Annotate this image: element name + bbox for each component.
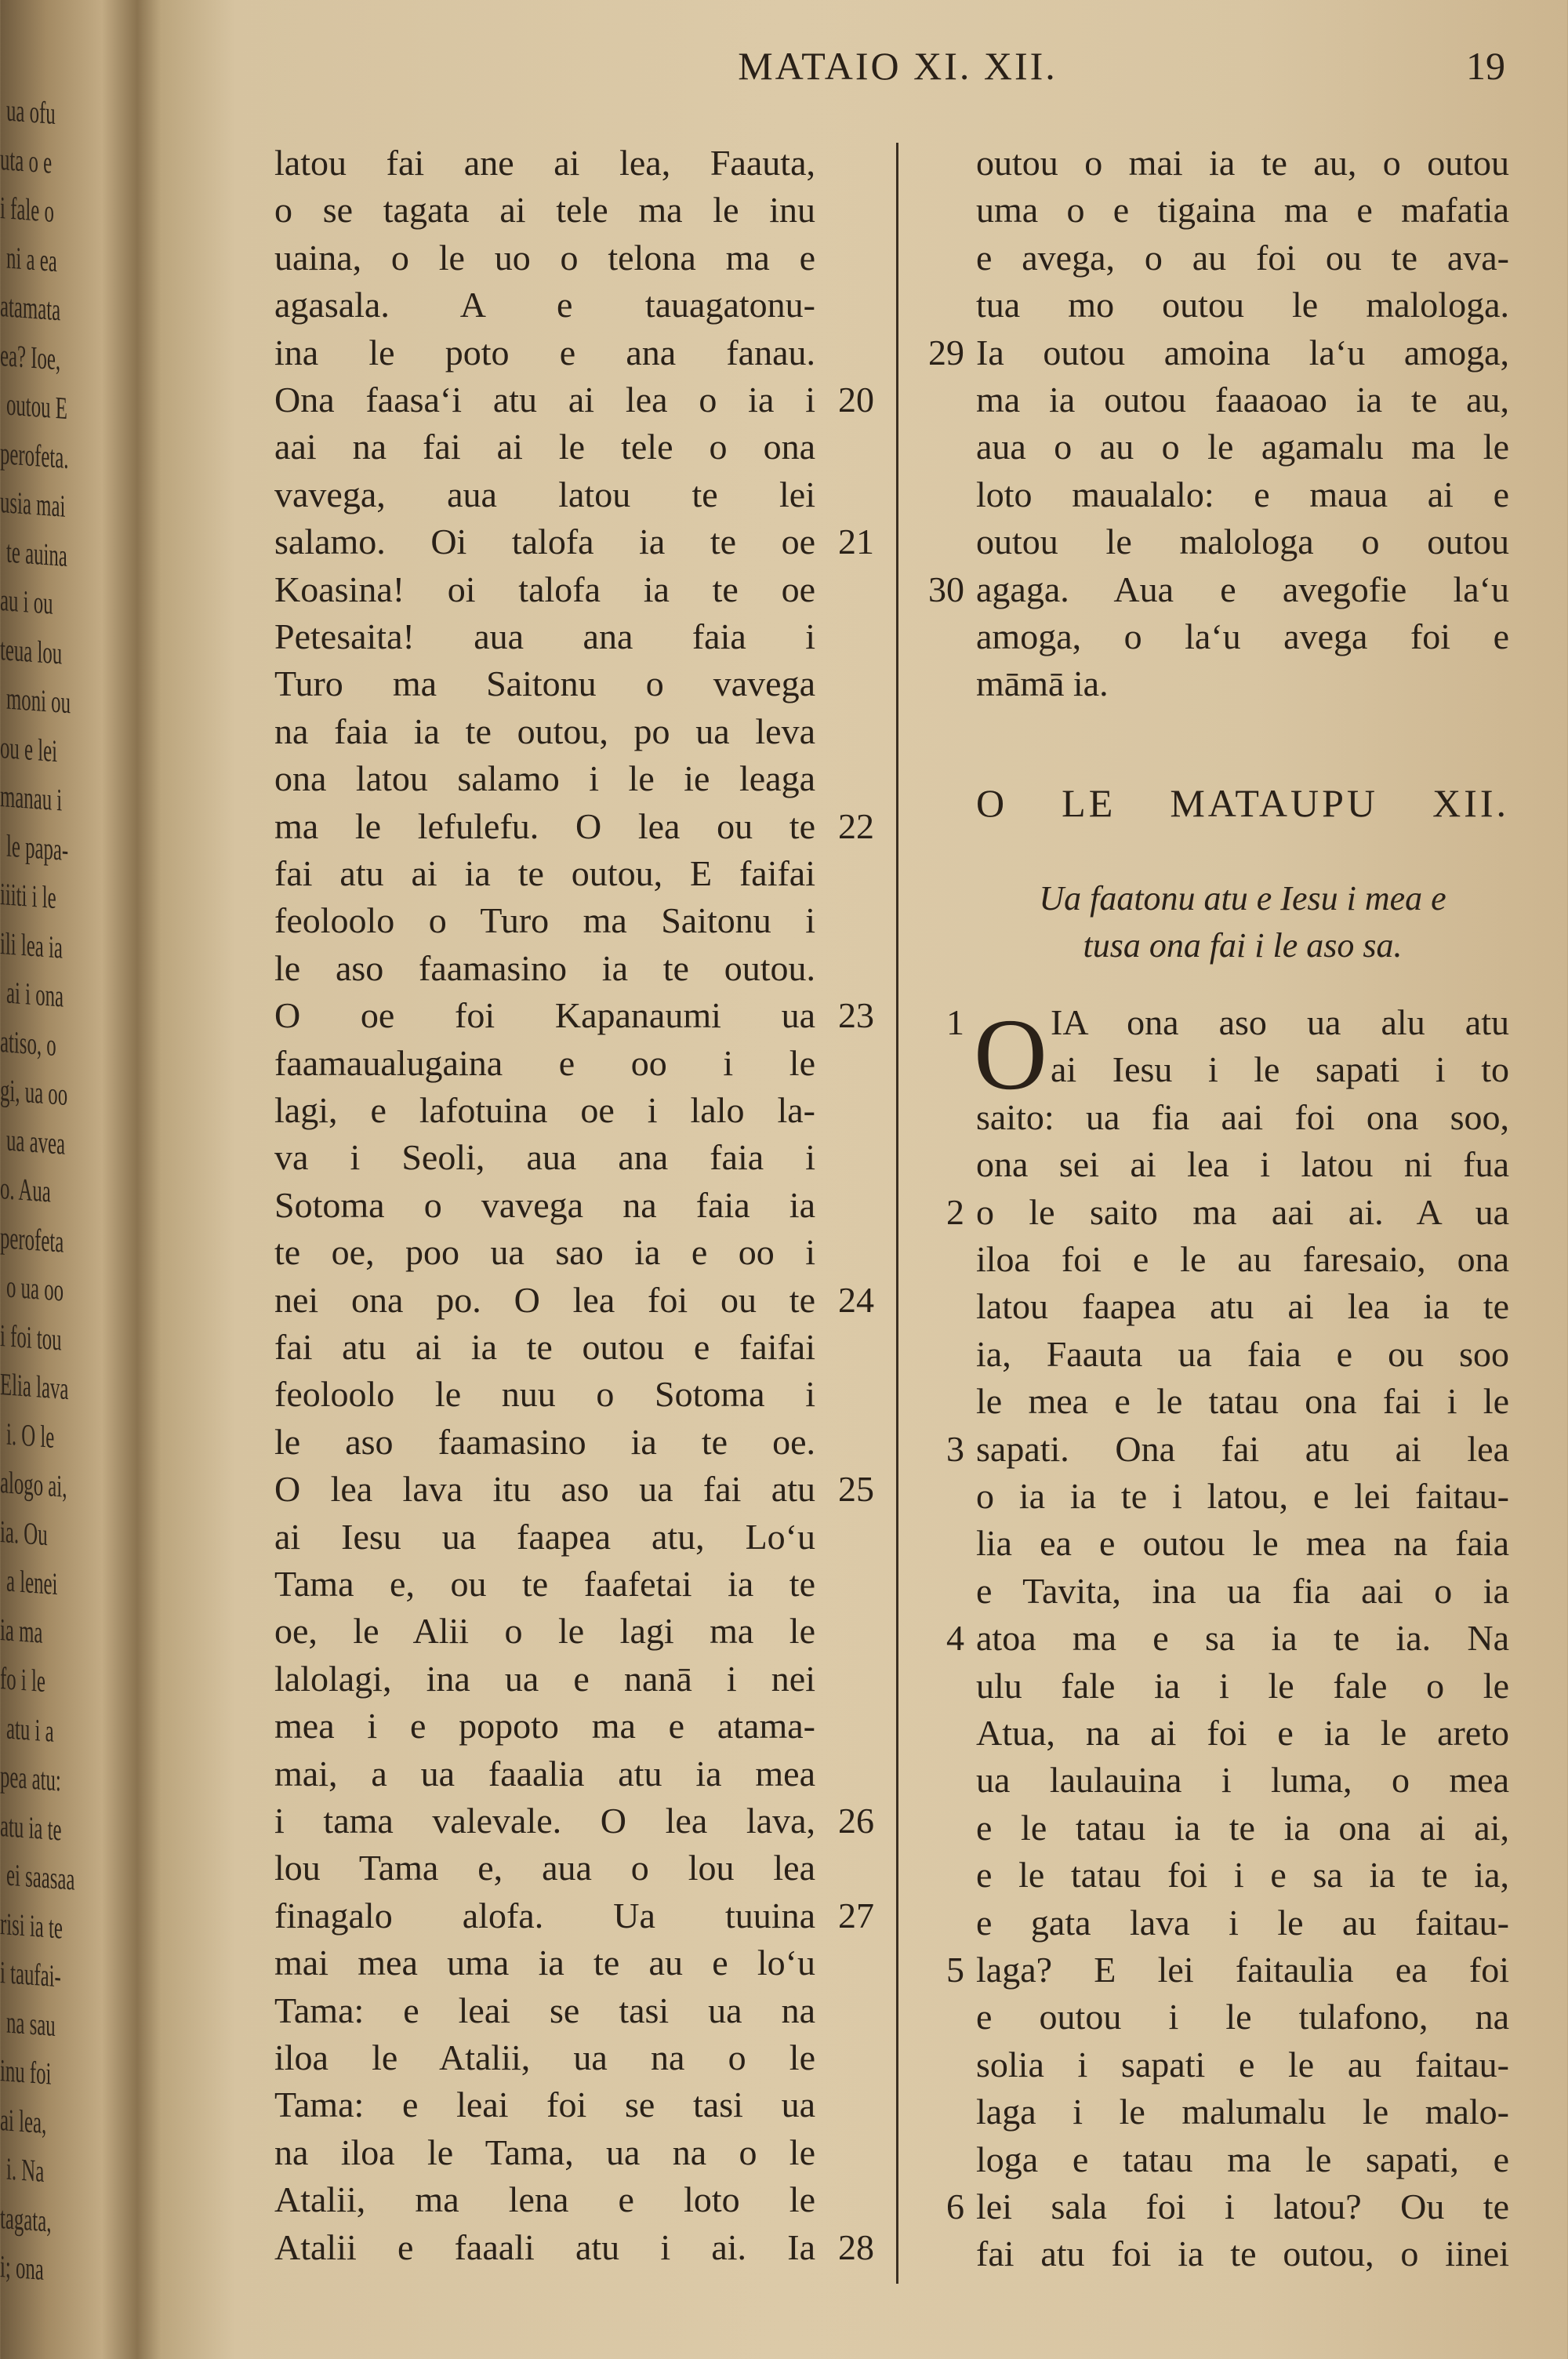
fragment-line: teua lou xyxy=(0,631,63,671)
line-text: solia i sapati e le au faitau- xyxy=(976,2044,1509,2085)
verse-number: 3 xyxy=(946,1428,964,1469)
line-text: iloa le Atalii, ua na o le xyxy=(274,2037,815,2077)
fragment-line: a lenei xyxy=(6,1562,58,1602)
line-text: tua mo outou le malologa. xyxy=(976,285,1509,325)
verse-number: 4 xyxy=(946,1618,964,1659)
verse-number: 1 xyxy=(946,1002,964,1042)
verse-number: 20 xyxy=(838,380,874,420)
line-text: vavega, aua latou te lei xyxy=(274,474,815,514)
verse-number: 2 xyxy=(946,1191,964,1232)
verse-number: 27 xyxy=(838,1895,874,1936)
fragment-line: i; ona xyxy=(0,2248,44,2287)
line-text: outou o mai ia te au, o outou xyxy=(976,143,1509,183)
fragment-line: au i ou xyxy=(0,582,53,621)
chapter-summary-line: Ua faatonu atu e Iesu i mea e xyxy=(1039,879,1446,918)
line-text: ma le lefulefu. O lea ou te xyxy=(274,805,815,846)
fragment-line: i foi tou xyxy=(0,1317,62,1357)
line-text: lei sala foi i latou? Ou te xyxy=(976,2186,1509,2226)
fragment-line: Elia lava xyxy=(0,1366,69,1407)
line-text: ona sei ai lea i latou ni fua xyxy=(976,1144,1509,1185)
fragment-line: iiiti i le xyxy=(0,876,56,916)
line-text: va i Seoli, aua ana faia i xyxy=(274,1137,815,1178)
line-text: oe, le Alii o le lagi ma le xyxy=(274,1611,815,1652)
line-text: O lea lava itu aso ua fai atu xyxy=(274,1469,815,1510)
line-text: faamaualugaina e oo i le xyxy=(274,1042,815,1083)
fragment-line: atu i a xyxy=(6,1710,54,1749)
fragment-line: manau i xyxy=(0,778,63,818)
line-text: iloa foi e le au faresaio, ona xyxy=(976,1239,1509,1279)
line-text: na iloa le Tama, ua na o le xyxy=(274,2132,815,2172)
fragment-line: risi ia te xyxy=(0,1905,63,1946)
fragment-line: ai lea, xyxy=(0,2101,47,2140)
line-text: ina le poto e ana fanau. xyxy=(274,332,815,373)
verse-number: 24 xyxy=(838,1279,874,1320)
line-text: aua o au o le agamalu ma le xyxy=(976,427,1509,467)
fragment-line: o ua oo xyxy=(6,1268,64,1308)
previous-page-fragments xyxy=(0,92,149,2287)
line-text: O oe foi Kapanaumi ua xyxy=(274,995,815,1036)
line-text: e avega, o au foi ou te ava- xyxy=(976,237,1509,278)
line-text: laga i le malumalu le malo- xyxy=(976,2092,1509,2132)
fragment-line: perofeta xyxy=(0,1219,64,1259)
fragment-line: i taufai- xyxy=(0,1954,61,1994)
fragment-line: ua ofu xyxy=(6,92,56,131)
fragment-line: atiso, o xyxy=(0,1023,56,1063)
line-text: lagi, e lafotuina oe i lalo la- xyxy=(274,1090,815,1130)
fragment-line: ei saasaa xyxy=(6,1856,75,1897)
line-text: sapati. Ona fai atu ai lea xyxy=(976,1428,1509,1469)
fragment-line: inu foi xyxy=(0,2052,52,2092)
line-text: IA ona aso ua alu atu xyxy=(1051,1002,1509,1042)
verse-number: 25 xyxy=(838,1469,874,1510)
line-text: mea i e popoto ma e atama- xyxy=(274,1706,815,1747)
fragment-line: ea? Ioe, xyxy=(0,336,61,376)
line-text: saito: ua fia aai foi ona soo, xyxy=(976,1096,1509,1137)
line-text: i tama valevale. O lea lava, xyxy=(274,1801,815,1841)
verse-number: 5 xyxy=(946,1950,964,1990)
fragment-line: i. O le xyxy=(6,1416,55,1455)
fragment-line: moni ou xyxy=(6,680,71,721)
line-text: Petesaita! aua ana faia i xyxy=(274,616,815,656)
verse-number: 23 xyxy=(838,995,874,1036)
fragment-line: atu ia te xyxy=(0,1807,62,1847)
line-text: Ona faasa‘i atu ai lea o ia i xyxy=(274,380,815,420)
fragment-line: i fale o xyxy=(0,190,54,229)
line-text: le aso faamasino ia te outou. xyxy=(274,947,815,988)
line-text: agasala. A e tauagatonu- xyxy=(274,285,815,325)
line-text: lalolagi, ina ua e nanā i nei xyxy=(274,1658,815,1699)
chapter-summary-line: tusa ona fai i le aso sa. xyxy=(1083,926,1403,965)
line-text: ua laulauina i luma, o mea xyxy=(976,1760,1509,1801)
line-text: feoloolo le nuu o Sotoma i xyxy=(274,1374,815,1415)
line-text: Tama e, ou te faafetai ia te xyxy=(274,1564,815,1604)
line-text: e gata lava i le au faitau- xyxy=(976,1902,1509,1943)
line-text: atoa ma e sa ia te ia. Na xyxy=(976,1618,1509,1659)
line-text: Tama: e leai foi se tasi ua xyxy=(274,2085,815,2125)
line-text: e Tavita, ina ua fia aai o ia xyxy=(976,1570,1509,1611)
fragment-line: tagata, xyxy=(0,2199,52,2239)
line-text: laga? E lei faitaulia ea foi xyxy=(976,1950,1509,1990)
line-text: finagalo alofa. Ua tuuina xyxy=(274,1895,815,1936)
line-text: outou le malologa o outou xyxy=(976,522,1509,562)
line-text: salamo. Oi talofa ia te oe xyxy=(274,522,815,562)
verse-number: 21 xyxy=(838,522,874,562)
fragment-line: ua avea xyxy=(6,1121,66,1161)
line-text: Ia outou amoina la‘u amoga, xyxy=(976,332,1509,373)
fragment-line: fo i le xyxy=(0,1660,45,1699)
fragment-line: ia ma xyxy=(0,1611,43,1650)
line-text: fai atu ai ia te outou, E faifai xyxy=(274,853,815,893)
line-text: mai mea uma ia te au e lo‘u xyxy=(274,1943,815,1983)
line-text: ona latou salamo i le ie leaga xyxy=(274,758,815,799)
line-text: Sotoma o vavega na faia ia xyxy=(274,1184,815,1225)
fragment-line: gi, ua oo xyxy=(0,1072,68,1113)
fragment-line: uta o e xyxy=(0,140,53,180)
line-text: ai Iesu ua faapea atu, Lo‘u xyxy=(274,1516,815,1557)
verse-number: 22 xyxy=(838,805,874,846)
line-text: e le tatau foi i e sa ia te ia, xyxy=(976,1855,1509,1896)
line-text: Turo ma Saitonu o vavega xyxy=(274,663,815,704)
fragment-line: pea atu: xyxy=(0,1758,61,1798)
line-text: lia ea e outou le mea na faia xyxy=(976,1523,1509,1564)
fragment-line: outou E xyxy=(6,386,67,427)
line-text: loga e tatau ma le sapati, e xyxy=(976,2139,1509,2179)
line-text: ulu fale ia i le fale o le xyxy=(976,1665,1509,1706)
line-text: o ia ia te i latou, e lei faitau- xyxy=(976,1476,1509,1516)
line-text: loto maualalo: e maua ai e xyxy=(976,474,1509,514)
line-text: agaga. Aua e avegofie la‘u xyxy=(976,569,1509,609)
line-text: fai atu ai ia te outou e faifai xyxy=(274,1327,815,1367)
line-text: latou faapea atu ai lea ia te xyxy=(976,1286,1509,1327)
fragment-line: te auina xyxy=(6,533,67,573)
line-text: le mea e le tatau ona fai i le xyxy=(976,1381,1509,1422)
fragment-line: o. Aua xyxy=(0,1170,51,1209)
line-text: o le saito ma aai ai. A ua xyxy=(976,1191,1509,1232)
fragment-line: ili lea ia xyxy=(0,925,63,965)
fragment-line: ou e lei xyxy=(0,729,57,769)
fragment-line: atamata xyxy=(0,288,61,328)
line-text: ia, Faauta ua faia e ou soo xyxy=(976,1333,1509,1374)
line-text: mai, a ua faaalia atu ia mea xyxy=(274,1753,815,1794)
verse-number: 28 xyxy=(838,2226,874,2267)
line-text: e outou i le tulafono, na xyxy=(976,1997,1509,2037)
line-text: uaina, o le uo o telona ma e xyxy=(274,237,815,278)
line-text: amoga, o la‘u avega foi e xyxy=(976,616,1509,656)
line-text: feoloolo o Turo ma Saitonu i xyxy=(274,900,815,941)
verse-number: 29 xyxy=(928,332,964,373)
line-text: Atua, na ai foi e ia le areto xyxy=(976,1713,1509,1753)
line-text: Atalii e faaali atu i ai. Ia xyxy=(274,2226,815,2267)
line-text: ai Iesu i le sapati i to xyxy=(1051,1049,1509,1090)
line-text: na faia ia te outou, po ua leva xyxy=(274,711,815,751)
line-text: Tama: e leai se tasi ua na xyxy=(274,1990,815,2030)
verse-number: 30 xyxy=(928,569,964,609)
line-text: māmā ia. xyxy=(976,663,1109,704)
fragment-line: i. Na xyxy=(6,2150,45,2189)
line-text: Atalii, ma lena e loto le xyxy=(274,2179,815,2220)
fragment-line: ai i ona xyxy=(6,974,64,1014)
line-text: aai na fai ai le tele o ona xyxy=(274,427,815,467)
line-text: le aso faamasino ia te oe. xyxy=(274,1421,815,1462)
line-text: fai atu foi ia te outou, o iinei xyxy=(976,2234,1509,2274)
line-text: ma ia outou faaaoao ia te au, xyxy=(976,380,1509,420)
fragment-line: le papa- xyxy=(6,827,69,867)
page-number: 19 xyxy=(1466,44,1505,88)
line-text: uma o e tigaina ma e mafatia xyxy=(976,190,1509,231)
line-text: nei ona po. O lea foi ou te xyxy=(274,1279,815,1320)
fragment-line: usia mai xyxy=(0,484,66,524)
running-header-title: MATAIO XI. XII. xyxy=(738,44,1058,88)
fragment-line: na sau xyxy=(6,2004,56,2043)
verse-number: 26 xyxy=(838,1801,874,1841)
line-text: lou Tama e, aua o lou lea xyxy=(274,1848,815,1888)
fragment-line: alogo ai, xyxy=(0,1464,67,1504)
chapter-heading: O LE MATAUPU XII. xyxy=(976,781,1509,825)
fragment-line: perofeta. xyxy=(0,434,69,475)
column-divider xyxy=(896,143,898,2284)
drop-cap: O xyxy=(974,998,1047,1111)
line-text: o se tagata ai tele ma le inu xyxy=(274,190,815,231)
verse-number: 6 xyxy=(946,2186,964,2226)
line-text: latou fai ane ai lea, Faauta, xyxy=(274,143,815,183)
fragment-line: ia. Ou xyxy=(0,1513,48,1552)
line-text: Koasina! oi talofa ia te oe xyxy=(274,569,815,609)
fragment-line: ni a ea xyxy=(6,239,57,278)
line-text: e le tatau ia te ia ona ai ai, xyxy=(976,1807,1509,1848)
line-text: te oe, poo ua sao ia e oo i xyxy=(274,1232,815,1273)
